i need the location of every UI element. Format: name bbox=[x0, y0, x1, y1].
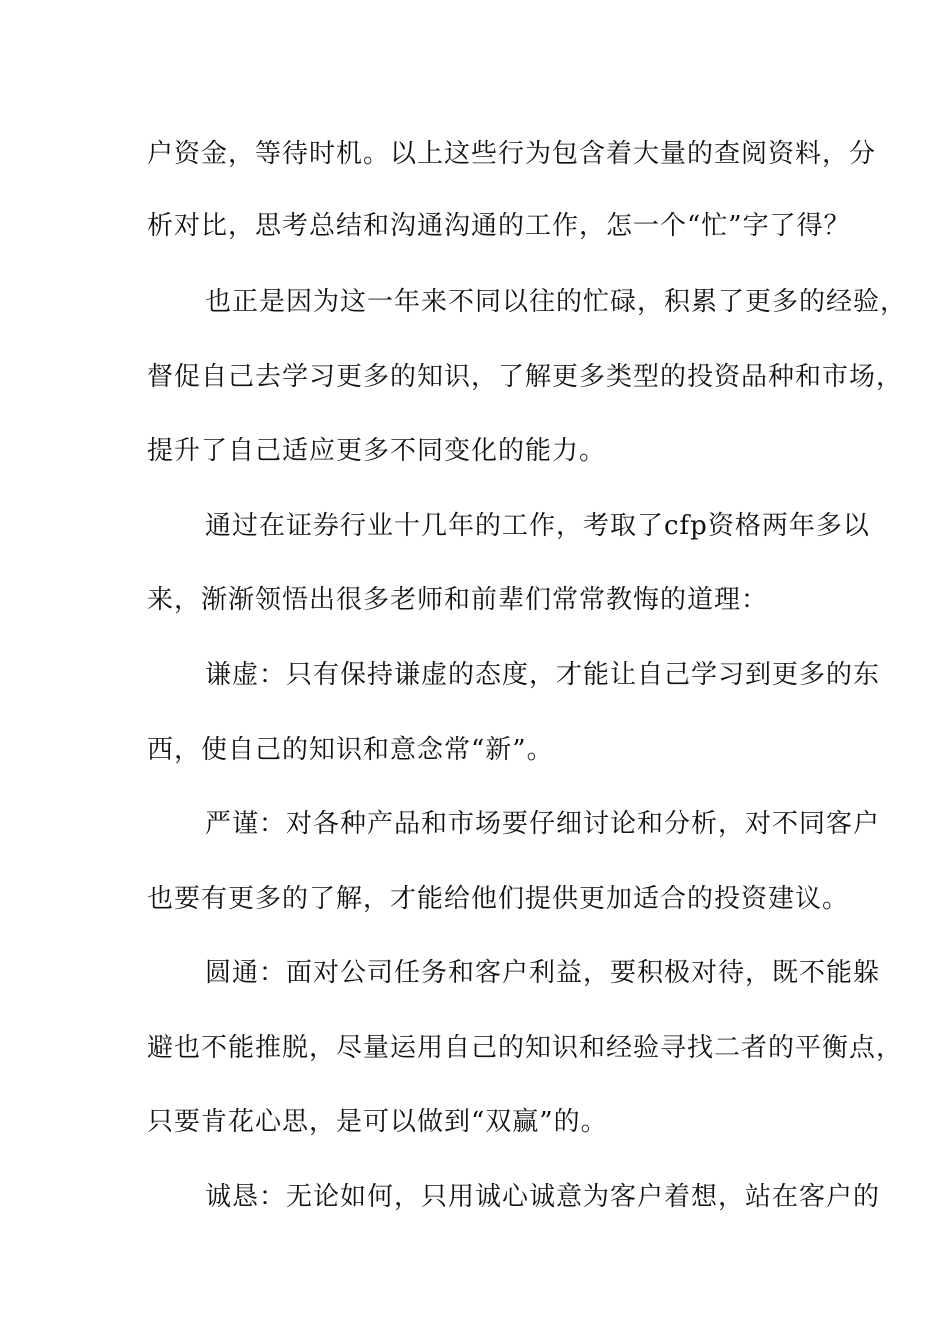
text-line-5: 提升了自己适应更多不同变化的能力。 bbox=[147, 436, 607, 466]
text-line-9: 西，使自己的知识和意念常“新”。 bbox=[147, 735, 554, 765]
text-line-13: 避也不能推脱，尽量运用自己的知识和经验寻找二者的平衡点， bbox=[147, 1033, 904, 1063]
text-line-3: 也正是因为这一年来不同以往的忙碌，积累了更多的经验， bbox=[205, 287, 908, 317]
text-line-15: 诚恳：无论如何，只用诚心诚意为客户着想，站在客户的 bbox=[205, 1182, 881, 1212]
text-line-7: 来，渐渐领悟出很多老师和前辈们常常教悔的道理： bbox=[147, 585, 769, 615]
text-line-8: 谦虚：只有保持谦虚的态度，才能让自己学习到更多的东 bbox=[205, 660, 881, 690]
text-line-4: 督促自己去学习更多的知识，了解更多类型的投资品种和市场， bbox=[147, 362, 904, 392]
text-line-10: 严谨：对各种产品和市场要仔细讨论和分析，对不同客户 bbox=[205, 809, 881, 839]
text-line-12: 圆通：面对公司任务和客户利益，要积极对待，既不能躲 bbox=[205, 958, 881, 988]
text-line-1: 户资金，等待时机。以上这些行为包含着大量的查阅资料，分 bbox=[147, 139, 877, 169]
text-line-14: 只要肯花心思，是可以做到“双赢”的。 bbox=[147, 1107, 608, 1137]
text-line-2: 析对比，思考总结和沟通沟通的工作，怎一个“忙”字了得？ bbox=[147, 211, 851, 241]
text-line-11: 也要有更多的了解，才能给他们提供更加适合的投资建议。 bbox=[147, 884, 850, 914]
text-line-6: 通过在证券行业十几年的工作，考取了cfp资格两年多以 bbox=[205, 511, 870, 541]
